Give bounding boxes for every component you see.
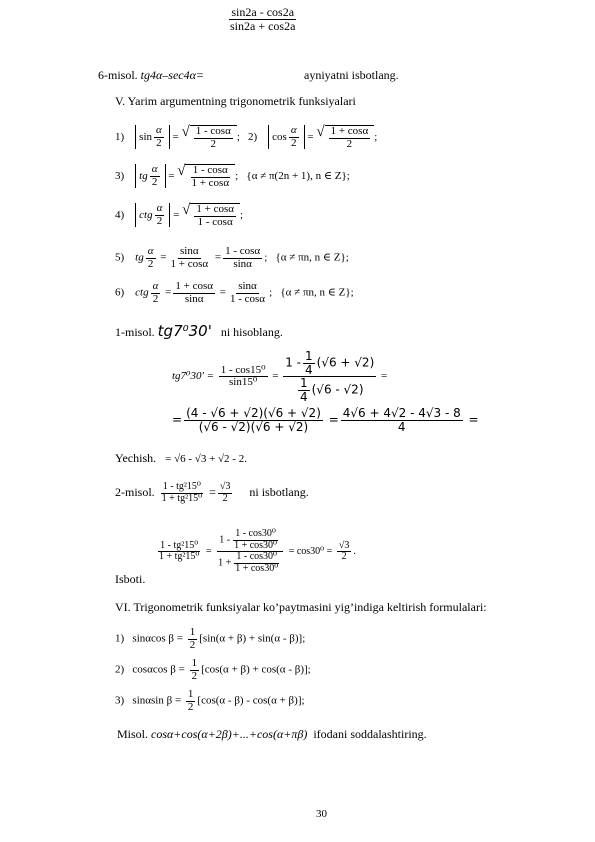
misol6-suffix: ayniyatni isbotlang. (304, 68, 399, 82)
formula-6: 6) ctg $\frac{\alpha}{2}$ = $\frac{1 + \cos\alpha}{\sin\alpha}$ = $\frac{\sin\alpha}{1 - \cos\alpha}$ ; {α ≠ πn, n ∈ Z}; (115, 280, 354, 305)
formula-4: 4) ctg $\frac{\alpha}{2}$ = √ $\frac{1 + \cos\alpha}{1 - \cos\alpha}$ ; (115, 202, 244, 228)
section5-title: V. Yarim argumentning trigonometrik funksiyalari (115, 94, 356, 108)
misol2-line: 2-misol. $\frac{\text{1 - tg²15⁰}}{\text{1 + tg²15⁰}}$ = $\frac{√3}{2}$ ni isbotlang. (115, 481, 309, 504)
prod-2: 2) cosαcos β = $\frac{1}{2}$ [cos(α + β) + cos(α - β)]; (115, 657, 311, 682)
prod-3: 3) sinαsin β = $\frac{1}{2}$ [cos(α - β) - cos(α + β)]; (115, 688, 305, 713)
misol1-step1: tg7⁰30' = $\frac{\text{1 - cos15⁰}}{\text{sin15⁰}}$ = 1 - $\frac{1}{4}$ (√6 + √2) $\frac{1}{4}$ (√6 - √2) = (172, 349, 388, 404)
misol-last: Misol. cosα+cos(α+2β)+...+cos(α+πβ) ifodani soddalashtiring. (117, 727, 427, 741)
formula-3: 3) tg $\frac{\alpha}{2}$ = √ $\frac{1 - \cos\alpha}{1 + \cos\alpha}$ ; {α ≠ π(2n + 1), n ∈ Z}; (115, 163, 350, 189)
page-number: 30 (316, 808, 327, 820)
isboti-label: Isboti. (115, 572, 146, 586)
yechish-line: Yechish. = √6 - √3 + √2 - 2. (115, 451, 247, 465)
formula-5: 5) tg $\frac{\alpha}{2}$ = $\frac{\sin\alpha}{1 + \cos\alpha}$ = $\frac{1 - \cos\alpha}{\sin\alpha}$ ; {α ≠ πn, n ∈ Z}; (115, 245, 349, 270)
prod-1: 1) sinαcos β = $\frac{1}{2}$ [sin(α + β) + sin(α - β)]; (115, 626, 306, 651)
misol6-fraction: $\frac{\sin 2a - \cos 2a}{\sin 2a + \cos 2a}$ (230, 5, 296, 33)
formula-1: 1) sin $\frac{\alpha}{2}$ = √ $\frac{1 - \cos\alpha}{2}$ ; (115, 124, 240, 150)
misol1-line: 1-misol. tg7⁰30' ni hisoblang. (115, 322, 283, 340)
misol6-line: 6-misol. tg4α–sec4α= (98, 68, 205, 82)
formula-2: 2) cos $\frac{\alpha}{2}$ = √ $\frac{1 + \cos\alpha}{2}$ ; (248, 124, 378, 150)
misol2-proof: $\frac{\text{1 - tg²15⁰}}{\text{1 + tg²15⁰}}$ = 1 - $\frac{\text{1 - cos30⁰}}{\text{1 + cos30⁰}}$ 1 + $\frac{\text{1 - cos30⁰}}{\text{1 + cos30⁰}}$ = cos30⁰ = $\frac{√3}{2}$ . (159, 528, 356, 574)
misol1-step2: = $\frac{(4 - √6 + √2)(√6 + √2)}{(√6 - √2)(√6 + √2)}$ = $\frac{4√6 + 4√2 - 4√3 - 8}{4}$ = (172, 406, 479, 434)
section6-title: VI. Trigonometrik funksiyalar ko’paytmasini yig’indiga keltirish formulalari: (115, 600, 487, 614)
